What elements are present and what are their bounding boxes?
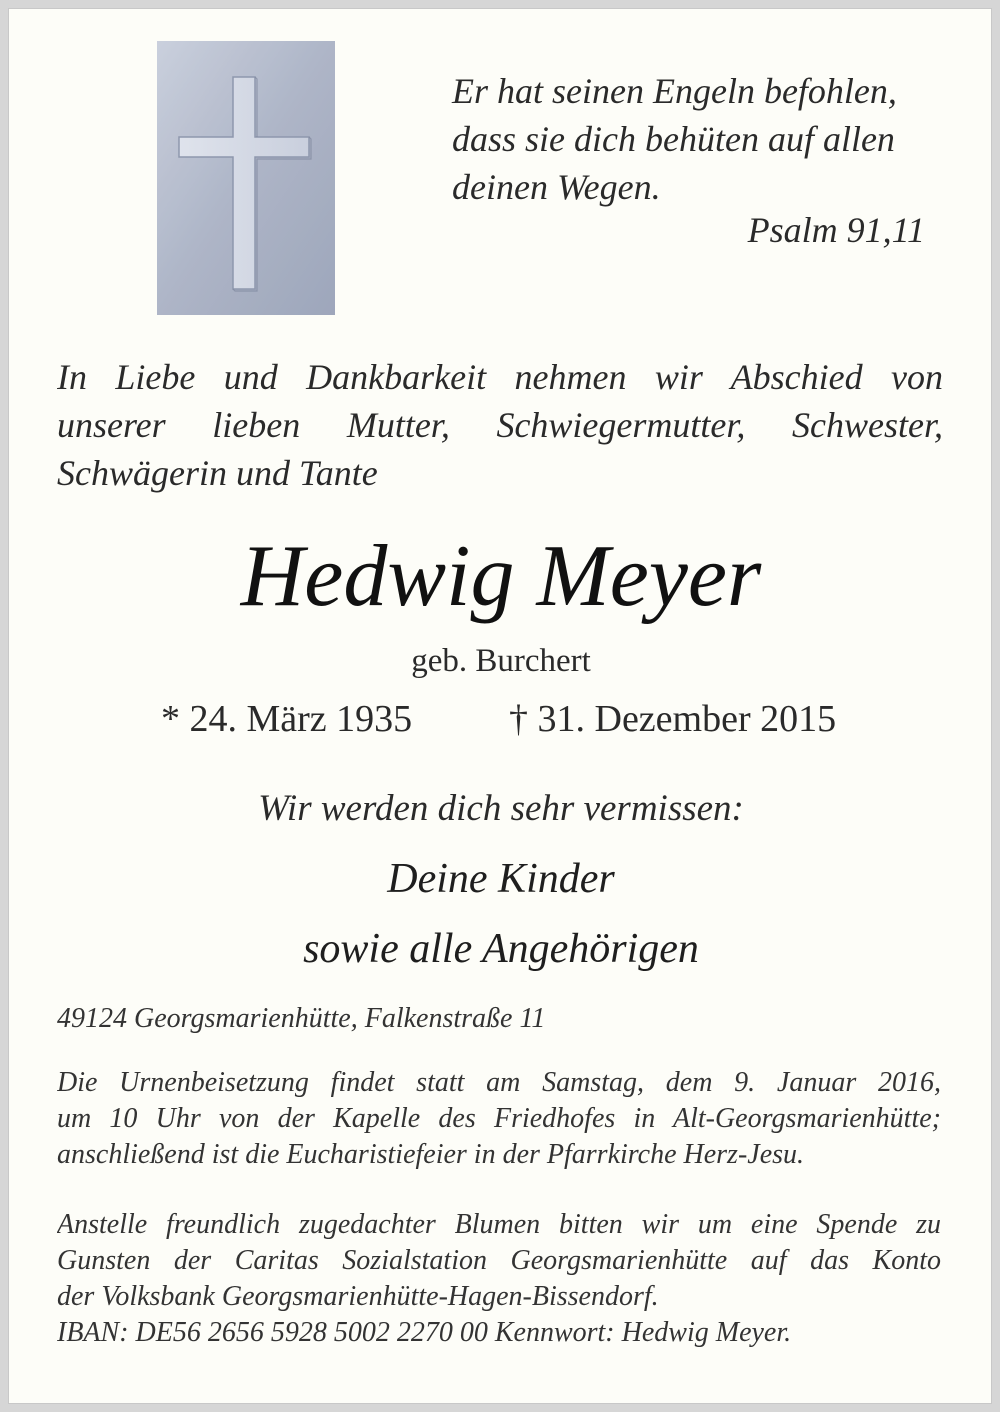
deceased-name: Hedwig Meyer	[240, 528, 762, 625]
verse-reference: Psalm 91,11	[747, 210, 925, 250]
address: 49124 Georgsmarienhütte, Falkenstraße 11	[57, 1003, 546, 1034]
cross-icon	[157, 41, 335, 315]
donation-line: Anstelle freundlich zugedachter Blumen bitten wir um eine Spende zu	[57, 1209, 941, 1240]
mourners-children: Deine Kinder	[387, 856, 615, 902]
donation-line: Gunsten der Caritas Sozialstation Georgsmarienhütte auf das Konto	[57, 1245, 941, 1276]
obituary-card	[8, 8, 992, 1404]
funeral-info	[57, 1065, 941, 1173]
intro-line: Schwägerin und Tante	[57, 453, 378, 493]
verse-line: Er hat seinen Engeln befohlen,	[452, 71, 897, 111]
mourners-message: Wir werden dich sehr vermissen:	[258, 788, 744, 829]
birth-name: geb. Burchert	[411, 643, 591, 679]
bible-verse	[452, 67, 897, 211]
birth-date: * 24. März 1935	[161, 698, 413, 740]
donation-info	[57, 1207, 941, 1351]
donation-line: der Volksbank Georgsmarienhütte-Hagen-Bissendorf.	[57, 1281, 659, 1312]
intro-text	[57, 353, 943, 497]
intro-line: unserer lieben Mutter, Schwiegermutter, Schwester,	[57, 405, 943, 445]
verse-line: dass sie dich behüten auf allen	[452, 119, 895, 159]
verse-line: deinen Wegen.	[452, 167, 661, 207]
mourners-relatives: sowie alle Angehörigen	[303, 926, 699, 972]
cross-image	[157, 41, 335, 315]
death-date: † 31. Dezember 2015	[509, 698, 837, 740]
donation-bank-details: IBAN: DE56 2656 5928 5002 2270 00 Kennwort: Hedwig Meyer.	[57, 1317, 792, 1348]
funeral-line: anschließend ist die Eucharistiefeier in der Pfarrkirche Herz-Jesu.	[57, 1139, 805, 1170]
funeral-line: Die Urnenbeisetzung findet statt am Samstag, dem 9. Januar 2016,	[57, 1067, 941, 1098]
funeral-line: um 10 Uhr von der Kapelle des Friedhofes in Alt-Georgsmarienhütte;	[57, 1103, 941, 1134]
intro-line: In Liebe und Dankbarkeit nehmen wir Abschied von	[57, 357, 943, 397]
